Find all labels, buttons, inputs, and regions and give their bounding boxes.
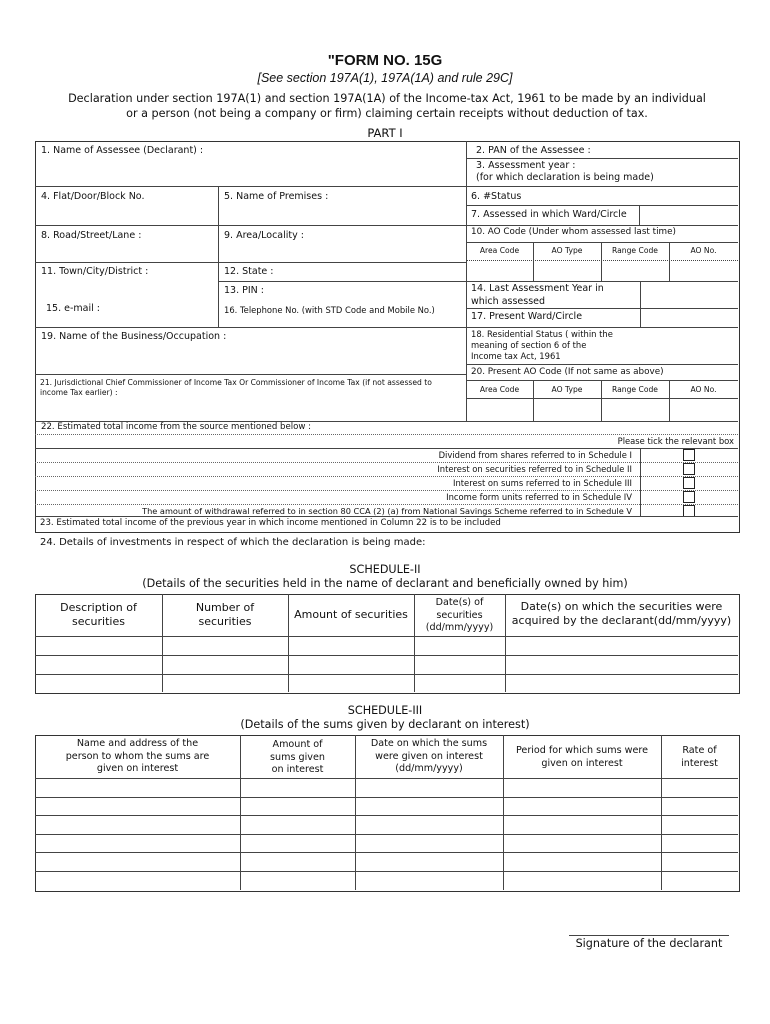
ao-header-range-code: Range Code (612, 246, 658, 255)
declaration-line-1: Declaration under section 197A(1) and section 197A(1A) of the Income-tax Act, 1961 to be made by an individual (68, 92, 706, 105)
field-23-label: 23. Estimated total income of the previous year in which income mentioned in Column 22 is to be included (40, 518, 501, 528)
form-subtitle: [See section 197A(1), 197A(1A) and rule 29C] (257, 71, 513, 85)
field-3-note: (for which declaration is being made) (476, 172, 654, 183)
schedule-3-col-date: Date on which the sums were given on interest (dd/mm/yyyy) (370, 738, 488, 774)
field-1-label: 1. Name of Assessee (Declarant) : (41, 145, 204, 156)
schedule-2-col-number: Number of securities (195, 601, 255, 628)
ao-header-range-code-2: Range Code (612, 385, 658, 394)
checkbox-dividend[interactable] (683, 449, 695, 461)
declaration-line-2: or a person (not being a company or firm) claiming certain receipts without deduction of tax. (126, 106, 648, 120)
field-6-label: 6. #Status (471, 191, 522, 202)
field-4-label: 4. Flat/Door/Block No. (41, 191, 145, 202)
field-8-label: 8. Road/Street/Lane : (41, 230, 142, 241)
schedule-3-col-name: Name and address of the person to whom the sums are given on interest (65, 738, 210, 774)
field-16-label: 16. Telephone No. (with STD Code and Mobile No.) (224, 305, 435, 315)
signature-line: Signature of the declarant (569, 935, 729, 950)
schedule-2-col-amount: Amount of securities (294, 608, 408, 621)
schedule-2-title: SCHEDULE-II (349, 563, 421, 576)
field-22-label: 22. Estimated total income from the source mentioned below : (41, 422, 312, 432)
checkbox-units[interactable] (683, 491, 695, 503)
schedule-3-title: SCHEDULE-III (347, 704, 423, 717)
field-24-label: 24. Details of investments in respect of which the declaration is being made: (40, 537, 426, 548)
ao-header-area-code-2: Area Code (479, 385, 520, 394)
schedule-2-col-acquired: Date(s) on which the securities were acquired by the declarant(dd/mm/yyyy) (511, 600, 732, 627)
field-21-label: 21. Jurisdictional Chief Commissioner of Income Tax Or Commissioner of Income Tax (if not assessed to income Tax earlier) : (40, 378, 432, 397)
field-12-label: 12. State : (224, 266, 274, 277)
schedule-2-subtitle: (Details of the securities held in the name of declarant and beneficially owned by him) (142, 577, 628, 590)
schedule-3-col-rate: Rate of interest (681, 745, 718, 769)
ao-header-ao-no: AO No. (690, 246, 717, 255)
field-19-label: 19. Name of the Business/Occupation : (41, 331, 227, 342)
field-3-label: 3. Assessment year : (476, 160, 576, 171)
form-title: "FORM NO. 15G (327, 52, 443, 69)
checkbox-interest-sums[interactable] (683, 477, 695, 489)
field-14-label-2: which assessed (471, 296, 546, 307)
tick-note: Please tick the relevant box (617, 436, 734, 446)
source-dividend: Dividend from shares referred to in Schedule I (438, 450, 632, 460)
field-15-label: 15. e-mail : (46, 303, 100, 314)
source-units: Income form units referred to in Schedule IV (446, 492, 632, 502)
field-17-label: 17. Present Ward/Circle (471, 311, 583, 322)
field-20-label: 20. Present AO Code (If not same as above) (471, 367, 664, 377)
ao-header-ao-type: AO Type (551, 246, 583, 255)
field-13-label: 13. PIN : (224, 285, 264, 296)
field-11-label: 11. Town/City/District : (41, 266, 149, 277)
schedule-3-col-period: Period for which sums were given on interest (515, 745, 649, 769)
field-10-label: 10. AO Code (Under whom assessed last time) (471, 227, 676, 237)
schedule-3-col-amount: Amount of sums given on interest (270, 739, 325, 775)
source-nss-withdrawal: The amount of withdrawal referred to in section 80 CCA (2) (a) from National Savings Scheme referred to in Schedule V (142, 506, 632, 516)
ao-header-ao-type-2: AO Type (551, 385, 583, 394)
source-interest-securities: Interest on securities referred to in Schedule II (437, 464, 632, 474)
field-18-label: 18. Residential Status ( within the meaning of section 6 of the Income tax Act, 1961 (471, 329, 613, 361)
ao-header-ao-no-2: AO No. (690, 385, 717, 394)
schedule-3-subtitle: (Details of the sums given by declarant on interest) (240, 718, 530, 731)
part-heading: PART I (367, 126, 403, 140)
declaration-text (40, 92, 734, 121)
field-5-label: 5. Name of Premises : (224, 191, 329, 202)
field-14-label: 14. Last Assessment Year in (471, 283, 604, 294)
source-interest-sums: Interest on sums referred to in Schedule III (452, 478, 632, 488)
field-7-label: 7. Assessed in which Ward/Circle (471, 209, 627, 220)
ao-header-area-code: Area Code (479, 246, 520, 255)
field-2-label: 2. PAN of the Assessee : (476, 145, 591, 156)
checkbox-interest-securities[interactable] (683, 463, 695, 475)
schedule-2-col-date: Date(s) of securities (dd/mm/yyyy) (425, 597, 494, 633)
schedule-2-col-description: Description of securities (60, 601, 137, 628)
field-9-label: 9. Area/Locality : (224, 230, 304, 241)
